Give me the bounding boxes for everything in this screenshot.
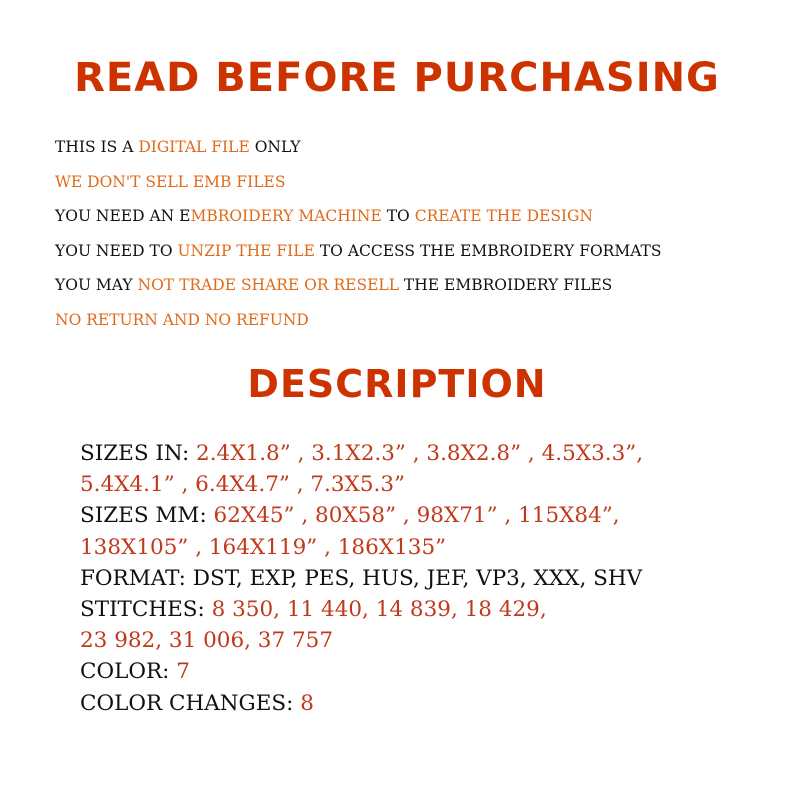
description-value: 138X105” , 164X119” , 186X135” — [80, 534, 447, 560]
notice-text: THIS IS A — [55, 138, 139, 156]
description-title: DESCRIPTION — [247, 362, 547, 406]
description-list — [80, 438, 643, 719]
description-label: SIZES IN: — [80, 441, 197, 466]
notice-line — [55, 303, 662, 338]
notice-highlight: WE DON'T SELL EMB FILES — [55, 172, 286, 191]
notice-highlight: NO RETURN AND NO REFUND — [55, 310, 309, 329]
description-label: FORMAT: DST, EXP, PES, HUS, JEF, VP3, XXX, SHV — [80, 565, 643, 591]
notice-text: THE EMBROIDERY FILES — [399, 276, 613, 294]
notice-text: TO ACCESS THE EMBROIDERY FORMATS — [314, 241, 662, 260]
description-value: 7 — [176, 659, 190, 685]
notice-line — [55, 234, 662, 269]
notice-line — [55, 199, 662, 234]
notice-text: YOU MAY — [55, 276, 138, 294]
notice-highlight: NOT TRADE SHARE OR RESELL — [137, 276, 399, 294]
description-line — [80, 438, 643, 469]
description-line — [80, 625, 643, 656]
notice-highlight: MBROIDERY MACHINE — [190, 207, 382, 225]
notice-line — [55, 165, 662, 200]
description-value: 23 982, 31 006, 37 757 — [80, 628, 334, 654]
description-line — [80, 532, 643, 563]
notice-highlight: CREATE THE DESIGN — [414, 207, 593, 225]
description-label: COLOR CHANGES: — [80, 690, 301, 716]
description-value: 8 — [300, 690, 314, 716]
description-value: 2.4X1.8” , 3.1X2.3” , 3.8X2.8” , 4.5X3.3”, — [196, 441, 644, 466]
description-line — [80, 594, 643, 625]
notice-text: ONLY — [249, 138, 301, 156]
notice-highlight: UNZIP THE FILE — [177, 241, 315, 260]
description-label: SIZES MM: — [80, 503, 214, 529]
description-value: 8 350, 11 440, 14 839, 18 429, — [211, 596, 547, 622]
description-line — [80, 688, 643, 719]
page-title: READ BEFORE PURCHASING — [74, 55, 720, 101]
notice-text: TO — [381, 207, 415, 225]
description-line — [80, 656, 643, 687]
description-line — [80, 563, 643, 594]
notice-line — [55, 268, 662, 303]
notice-line — [55, 130, 662, 165]
notice-list — [55, 130, 662, 337]
notice-highlight: DIGITAL FILE — [138, 138, 250, 156]
description-line — [80, 469, 643, 500]
description-value: 5.4X4.1” , 6.4X4.7” , 7.3X5.3” — [80, 472, 406, 498]
description-line — [80, 500, 643, 531]
notice-text: YOU NEED AN E — [55, 207, 191, 225]
notice-text: YOU NEED TO — [55, 241, 178, 260]
description-label: COLOR: — [80, 659, 177, 685]
description-label: STITCHES: — [80, 596, 212, 622]
description-value: 62X45” , 80X58” , 98X71” , 115X84”, — [213, 503, 620, 529]
